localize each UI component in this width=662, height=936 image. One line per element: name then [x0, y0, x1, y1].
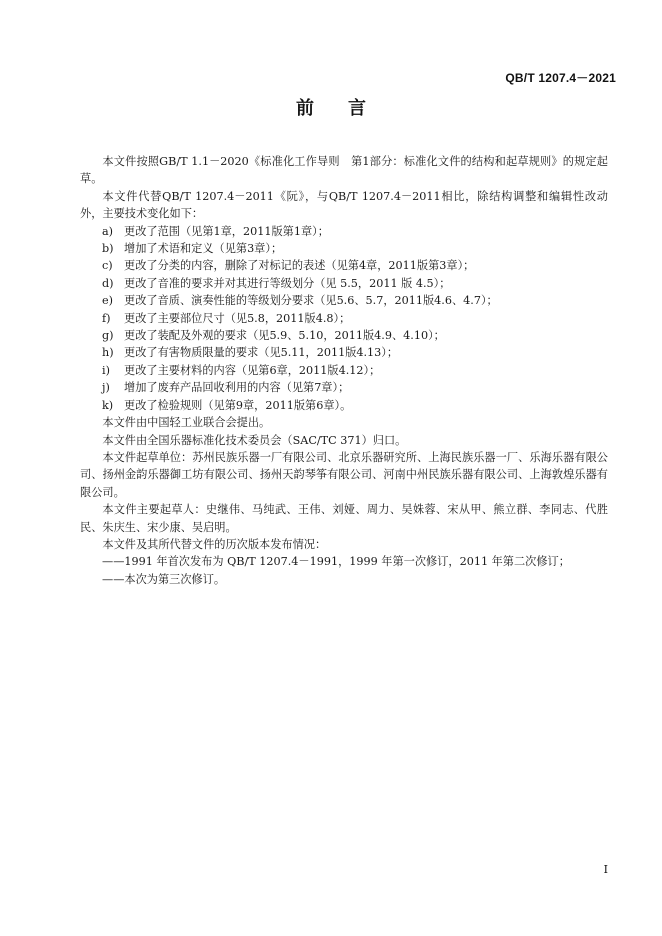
list-item — [102, 292, 608, 309]
history-line: ——本次为第三次修订。 — [102, 572, 226, 586]
committee-paragraph: 本文件由全国乐器标准化技术委员会（SAC/TC 371）归口。 — [102, 433, 407, 447]
replacement-paragraph: 本文件代替QB/T 1207.4－2011《阮》，与QB/T 1207.4－2011相比，除结构调整和编辑性改动外，主要技术变化如下： — [80, 189, 608, 221]
list-item — [102, 257, 608, 274]
list-item — [102, 362, 608, 379]
changes-list — [80, 223, 608, 414]
list-text: 更改了主要材料的内容（见第6章，2011版4.12）； — [124, 363, 381, 377]
list-marker: d) — [102, 276, 114, 290]
list-text: 更改了音准的要求并对其进行等级划分（见 5.5，2011 版 4.5）； — [124, 276, 451, 290]
list-text: 更改了有害物质限量的要求（见5.11，2011版4.13）； — [124, 346, 399, 360]
list-text: 增加了废弃产品回收利用的内容（见第7章）； — [124, 381, 350, 395]
list-text: 增加了术语和定义（见第3章）； — [124, 242, 283, 256]
list-item — [102, 344, 608, 361]
list-item — [102, 240, 608, 257]
list-marker: h) — [102, 346, 114, 360]
list-item — [102, 397, 608, 414]
page-title: 前言 — [296, 98, 400, 119]
list-text: 更改了装配及外观的要求（见5.9、5.10，2011版4.9、4.10）； — [124, 329, 445, 343]
list-item — [102, 310, 608, 327]
drafting-rules-paragraph: 本文件按照GB/T 1.1－2020《标准化工作导则 第1部分：标准化文件的结构和起草规则》的规定起草。 — [80, 155, 608, 186]
list-marker: j) — [102, 381, 110, 395]
list-item — [102, 379, 608, 396]
history-intro-paragraph: 本文件及其所代替文件的历次版本发布情况： — [102, 537, 327, 551]
list-text: 更改了范围（见第1章，2011版第1章）； — [124, 224, 329, 238]
list-text: 更改了主要部位尺寸（见5.8，2011版4.8）； — [124, 311, 351, 325]
list-marker: g) — [102, 329, 114, 343]
list-item — [102, 275, 608, 292]
list-item — [102, 223, 608, 240]
list-marker: k) — [102, 398, 114, 412]
list-marker: c) — [102, 259, 113, 273]
list-text: 更改了检验规则（见第9章，2011版第6章）。 — [124, 398, 352, 412]
proposer-paragraph: 本文件由中国轻工业联合会提出。 — [102, 416, 271, 430]
foreword-content — [80, 153, 608, 588]
list-marker: e) — [102, 294, 113, 308]
document-number: QB/T 1207.4－2021 — [505, 71, 616, 85]
list-text: 更改了分类的内容，删除了对标记的表述（见第4章，2011版第3章）； — [124, 259, 475, 273]
drafting-units-paragraph: 本文件起草单位：苏州民族乐器一厂有限公司、北京乐器研究所、上海民族乐器一厂、乐海乐器有限公司、扬州金韵乐器御工坊有限公司、扬州天韵琴筝有限公司、河南中州民族乐器有限公司、上海敦煌乐器有限公司。 — [80, 450, 608, 499]
history-line: ——1991 年首次发布为 QB/T 1207.4－1991，1999 年第一次修订，2011 年第二次修订； — [102, 555, 570, 569]
list-text: 更改了音质、演奏性能的等级划分要求（见5.6、5.7，2011版4.6、4.7）； — [124, 294, 498, 308]
page-number: I — [603, 863, 608, 876]
drafters-paragraph: 本文件主要起草人：史继伟、马纯武、王伟、刘娅、周力、吴姝蓉、宋从甲、熊立群、李同志、代胜民、朱庆生、宋少康、吴启明。 — [80, 503, 608, 534]
list-item — [102, 327, 608, 344]
list-marker: f) — [102, 311, 111, 325]
list-marker: b) — [102, 242, 114, 256]
list-marker: a) — [102, 224, 114, 238]
list-marker: i) — [102, 363, 110, 377]
